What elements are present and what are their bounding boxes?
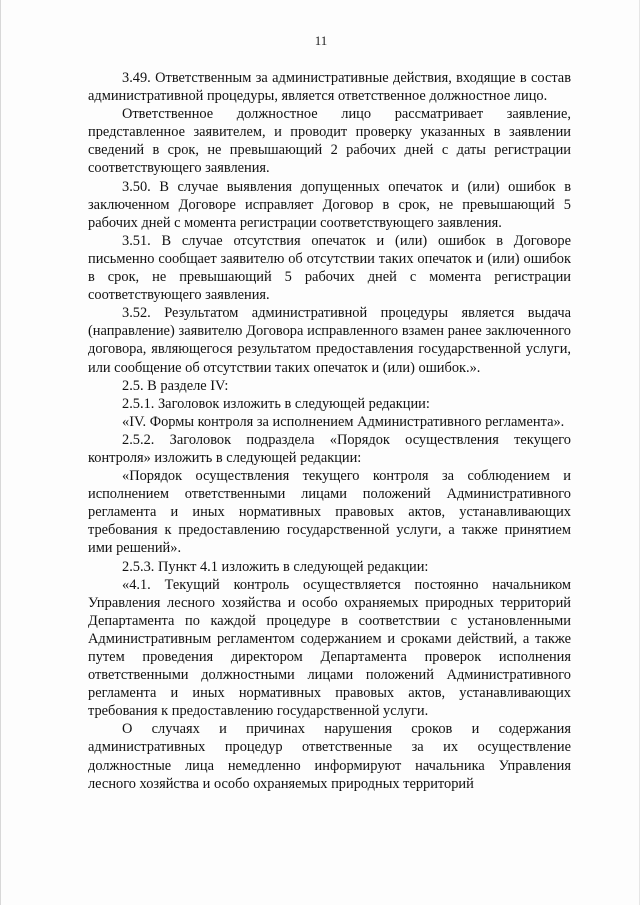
paragraph-3-51: 3.51. В случае отсутствия опечаток и (или) ошибок в Договоре письменно сообщает заявителю об отсутствии таких опечаток и (или) ошибок в срок, не превышающий 5 рабочих дней с момента регистрации соответствующего заявления. (88, 232, 571, 304)
paragraph-2-5-2: 2.5.2. Заголовок подраздела «Порядок осуществления текущего контроля» изложить в следующей редакции: (88, 431, 571, 466)
paragraph-4-1: «4.1. Текущий контроль осуществляется постоянно начальником Управления лесного хозяйства и особо охраняемых природных территорий Департамента по каждой процедуре в соответствии с установленными Административным регламентом содержанием и сроками действий, а также путем проведения директором Департамента проверок исполнения ответственными должностными лицами положений Административного регламента и иных нормативных правовых актов, устанавливающих требования к предоставлению государственной услуги. (88, 576, 571, 720)
paragraph-subsection-title: «Порядок осуществления текущего контроля за соблюдением и исполнением ответственными лицами положений Административного регламента и иных нормативных правовых актов, устанавливающих требования к предоставлению государственной услуги, а также принятием ими решений». (88, 468, 571, 557)
paragraph-2-5-3: 2.5.3. Пункт 4.1 изложить в следующей редакции: (122, 558, 429, 575)
page-number: 11 (314, 33, 328, 48)
paragraph-2-5: 2.5. В разделе IV: (122, 377, 229, 394)
paragraph-section-iv-title: «IV. Формы контроля за исполнением Административного регламента». (122, 413, 565, 430)
paragraph-responsible-official: Ответственное должностное лицо рассматривает заявление, представленное заявителем, и проводит проверку указанных в заявлении сведений в срок, не превышающий 2 рабочих дней с даты регистрации соответствующего заявления. (88, 106, 571, 177)
paragraph-2-5-1: 2.5.1. Заголовок изложить в следующей редакции: (122, 395, 430, 412)
paragraph-violations: О случаях и причинах нарушения сроков и содержания административных процедур ответственные за их осуществление должностные лица немедленно информируют начальника Управления лесного хозяйства и особо охраняемых природных территорий (88, 721, 571, 792)
paragraph-3-52: 3.52. Результатом административной процедуры является выдача (направление) заявителю Договора исправленного взамен ранее заключенного договора, являющегося результатом предоставления государственной услуги, или сообщение об отсутствии таких опечаток и (или) ошибок.». (88, 305, 571, 376)
document-body (88, 69, 571, 793)
paragraph-3-50: 3.50. В случае выявления допущенных опечаток и (или) ошибок в заключенном Договоре исправляет Договор в срок, не превышающий 5 рабочих дней с момента регистрации соответствующего заявления. (88, 178, 571, 231)
paragraph-3-49: 3.49. Ответственным за административные действия, входящие в состав административной процедуры, является ответственное должностное лицо. (88, 70, 571, 105)
